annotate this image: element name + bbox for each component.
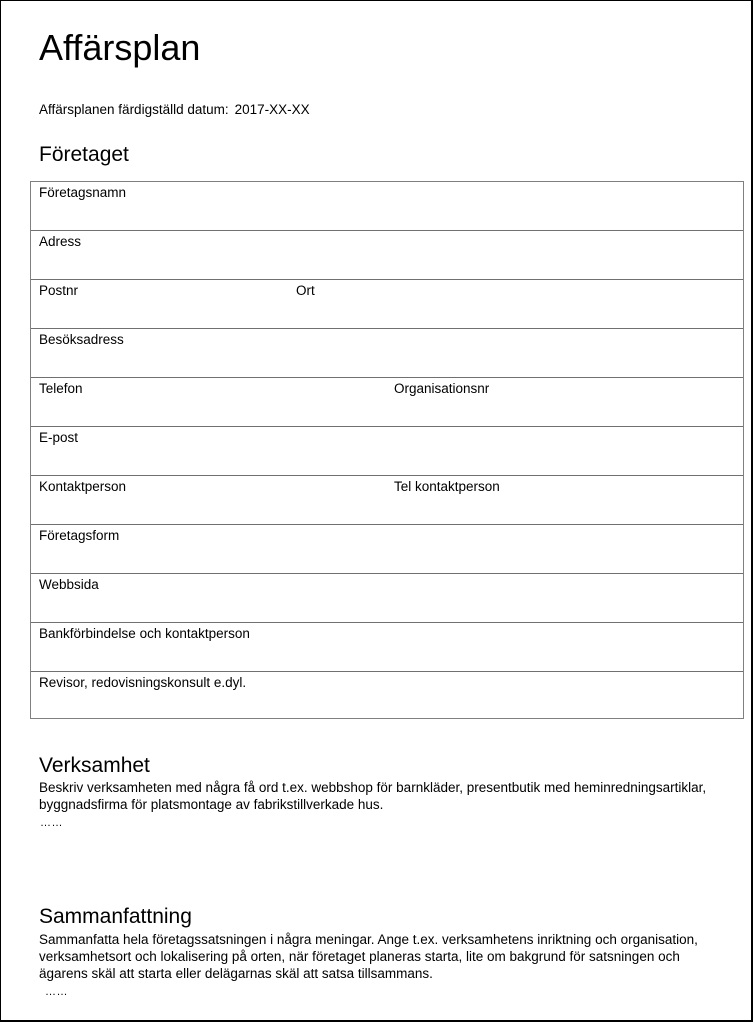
field-label-city: Ort: [296, 283, 315, 298]
verksamhet-description-line: Beskriv verksamheten med några få ord t.ex. webbshop för barnkläder, presentbutik med heminredningsartiklar,: [39, 780, 707, 795]
form-row-company-name[interactable]: [31, 182, 743, 231]
sammanfattning-description-line: verksamhetsort och lokalisering på orten, när företaget planeras starta, lite om bakgrund för satsningen och: [39, 949, 680, 964]
field-label-website: Webbsida: [39, 577, 99, 592]
section-heading-verksamhet: Verksamhet: [39, 754, 150, 777]
completion-date-label: Affärsplanen färdigställd datum:: [39, 102, 229, 117]
form-row-website[interactable]: [31, 574, 743, 623]
completion-date-line: [39, 102, 310, 118]
completion-date-value[interactable]: 2017-XX-XX: [234, 102, 310, 117]
field-label-company-form: Företagsform: [39, 528, 120, 543]
form-row-postal[interactable]: [31, 280, 743, 329]
field-label-bank: Bankförbindelse och kontaktperson: [39, 626, 250, 641]
sammanfattning-placeholder[interactable]: ……: [45, 986, 68, 998]
verksamhet-placeholder[interactable]: ……: [40, 817, 63, 829]
form-row-bank[interactable]: [31, 623, 743, 672]
field-label-postal-code: Postnr: [39, 283, 79, 298]
form-row-auditor[interactable]: [31, 672, 743, 718]
section-heading-sammanfattning: Sammanfattning: [39, 905, 192, 928]
document-title: Affärsplan: [39, 27, 201, 68]
section-heading-foretaget: Företaget: [39, 143, 129, 166]
field-label-company-name: Företagsnamn: [39, 185, 127, 200]
form-row-visiting-address[interactable]: [31, 329, 743, 378]
verksamhet-description-line: byggnadsfirma för platsmontage av fabrikstillverkade hus.: [39, 797, 384, 812]
sammanfattning-description-line: Sammanfatta hela företagssatsningen i några meningar. Ange t.ex. verksamhetens inriktning och organisation,: [39, 932, 698, 947]
form-row-phone[interactable]: [31, 378, 743, 427]
field-label-phone: Telefon: [39, 381, 83, 396]
field-label-email: E-post: [39, 430, 79, 445]
field-label-org-number: Organisationsnr: [394, 381, 490, 396]
sammanfattning-description: [39, 931, 739, 982]
field-label-visiting-address: Besöksadress: [39, 332, 124, 347]
form-row-contact[interactable]: [31, 476, 743, 525]
field-label-address: Adress: [39, 234, 82, 249]
form-row-company-form[interactable]: [31, 525, 743, 574]
field-label-auditor: Revisor, redovisningskonsult e.dyl.: [39, 675, 247, 690]
company-info-form: [30, 181, 744, 719]
field-label-contact-person: Kontaktperson: [39, 479, 127, 494]
form-row-address[interactable]: [31, 231, 743, 280]
verksamhet-description: [39, 779, 739, 813]
form-row-email[interactable]: [31, 427, 743, 476]
sammanfattning-description-line: ägarens skäl att starta eller delägarnas skäl att satsa tillsammans.: [39, 966, 433, 981]
field-label-contact-phone: Tel kontaktperson: [394, 479, 500, 494]
